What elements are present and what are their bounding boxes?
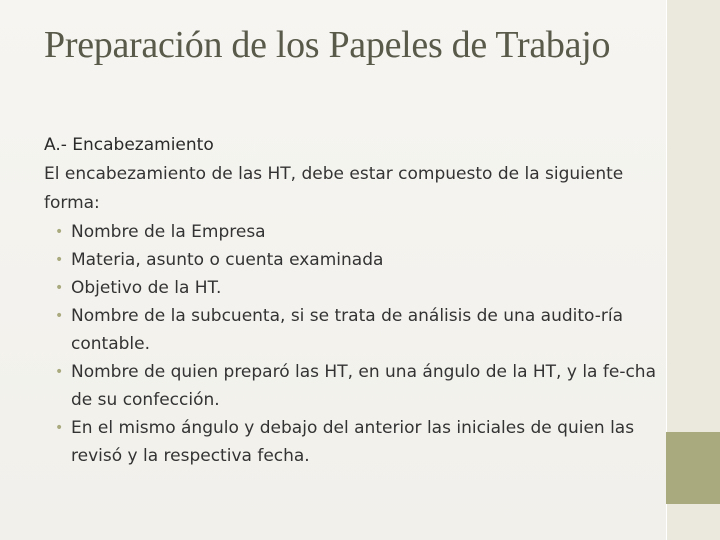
list-item-text: Nombre de quien preparó las HT, en una ángulo de la HT, y la fe-cha de su confección. bbox=[71, 362, 656, 410]
bullet-icon: • bbox=[55, 252, 64, 268]
list-item bbox=[44, 302, 659, 358]
list-item bbox=[44, 246, 659, 274]
list-item bbox=[44, 358, 659, 414]
section-subtitle: A.- Encabezamiento bbox=[44, 135, 214, 155]
bullet-icon: • bbox=[55, 280, 64, 296]
slide-content bbox=[44, 131, 659, 470]
slide-title: Preparación de los Papeles de Trabajo bbox=[44, 24, 611, 66]
list-item-text: En el mismo ángulo y debajo del anterior las iniciales de quien las revisó y la respectiva fecha. bbox=[71, 418, 635, 466]
list-item-text: Nombre de la subcuenta, si se trata de análisis de una audito-ría contable. bbox=[71, 306, 624, 354]
bullet-icon: • bbox=[55, 224, 64, 240]
list-item-text: Nombre de la Empresa bbox=[71, 222, 266, 242]
list-item bbox=[44, 274, 659, 302]
bullet-icon: • bbox=[55, 308, 64, 324]
list-item bbox=[44, 218, 659, 246]
list-item bbox=[44, 414, 659, 470]
bullet-list bbox=[44, 218, 659, 470]
bullet-icon: • bbox=[55, 420, 64, 436]
list-item-text: Objetivo de la HT. bbox=[71, 278, 222, 298]
intro-text: El encabezamiento de las HT, debe estar compuesto de la siguiente forma: bbox=[44, 164, 624, 213]
bullet-icon: • bbox=[55, 364, 64, 380]
accent-block bbox=[666, 432, 720, 504]
list-item-text: Materia, asunto o cuenta examinada bbox=[71, 250, 384, 270]
